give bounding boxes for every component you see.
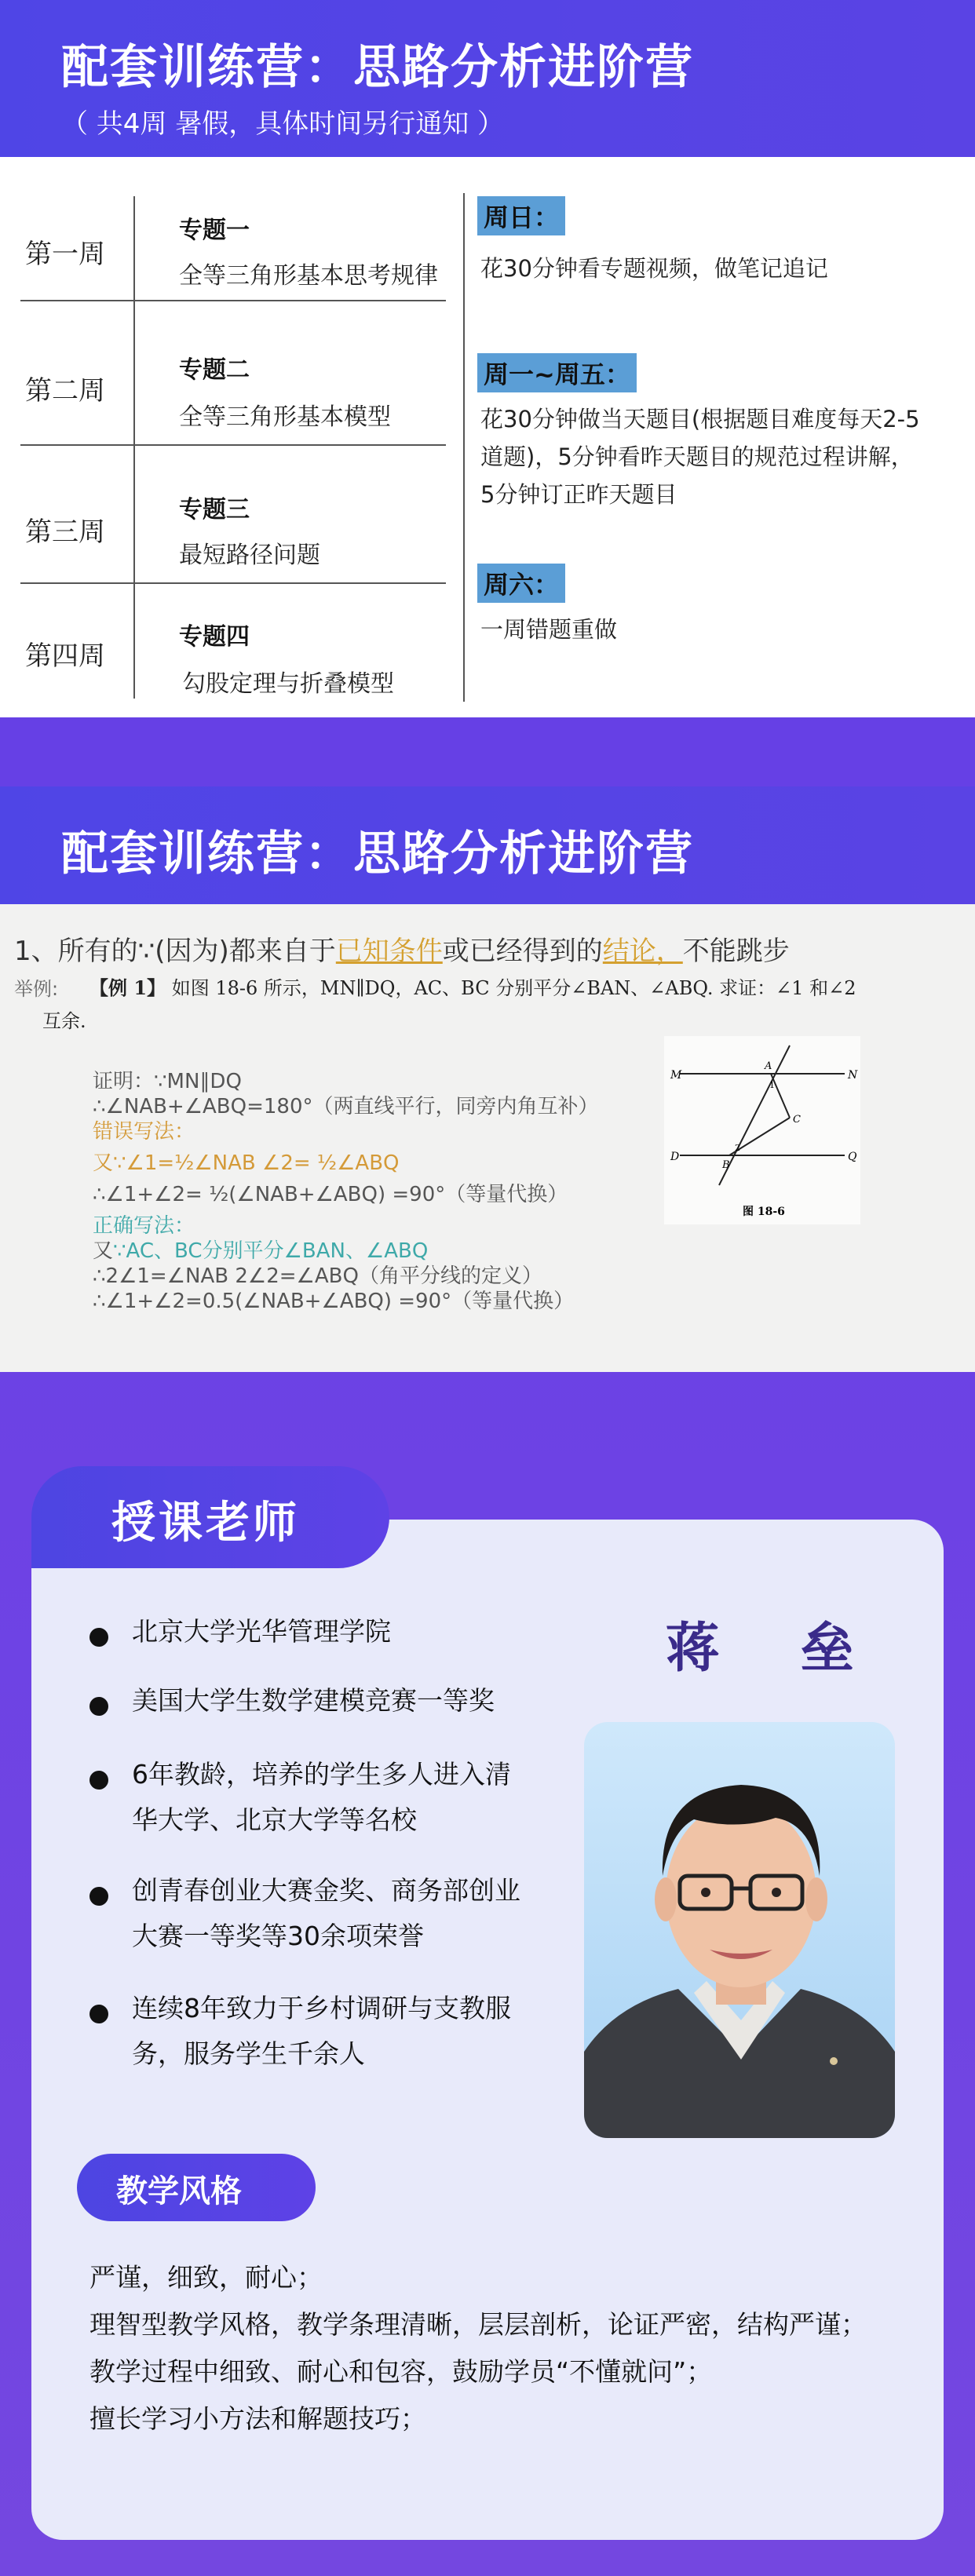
teaching-style-title: 教学风格 [116,2173,242,2209]
row-divider [20,582,446,584]
header-banner [0,0,975,157]
proof-line: ∴∠1+∠2= ½(∠NAB+∠ABQ) =90°（等量代换） [93,1183,568,1206]
saturday-text: 一周错题重做 [480,616,618,643]
week-label: 第一周 [25,239,105,270]
example-label: 举例: [14,978,59,1000]
bullet-text: 美国大学生数学建模竞赛一等奖 [132,1685,495,1716]
svg-text:N: N [848,1069,858,1082]
weekday-line: 花30分钟做当天题目(根据题目难度每天2-5 [480,406,920,432]
week-row [20,322,446,447]
saturday-tag: 周六： [477,564,565,603]
rule-pre: 1、所有的∵(因为)都来自于 [14,936,336,967]
proof-line: ∴∠1+∠2=0.5(∠NAB+∠ABQ) =90°（等量代换） [93,1290,575,1313]
style-line: 严谨，细致，耐心； [89,2262,323,2293]
wrong-label: 错误写法： [93,1120,195,1144]
weeks-table [20,196,446,699]
rule-highlight: 已知条件 [335,936,443,967]
proof-line: ∴∠NAB+∠ABQ=180°（两直线平行，同旁内角互补） [93,1095,599,1118]
rule-highlight: 结论， [602,936,683,967]
topic-desc: 全等三角形基本模型 [179,403,391,431]
svg-text:B: B [722,1159,730,1171]
bullet-text: 6年教龄，培养的学生多人进入清 [132,1759,511,1790]
proof-block [93,1066,599,1317]
row-divider [20,300,446,301]
teacher-photo [584,1722,895,2138]
bullet-text: 务，服务学生千余人 [132,2038,365,2069]
topic-title: 专题一 [179,217,250,244]
proof-line: ∴2∠1=∠NAB 2∠2=∠ABQ（角平分线的定义） [93,1264,542,1288]
proof-line: 又∵∠1=½∠NAB ∠2= ½∠ABQ [93,1151,400,1175]
topic-title: 专题三 [179,496,250,524]
topic-title: 专题四 [179,623,250,651]
teacher-portrait [584,1722,895,2138]
week-row [20,196,446,322]
problem-head: 【例 1】 [89,976,166,999]
topic-desc: 全等三角形基本思考规律 [179,262,438,290]
bullet-text: 华大学、北京大学等名校 [132,1804,417,1835]
sunday-text: 花30分钟看专题视频，做笔记追记 [480,255,828,282]
teacher-section-title: 授课老师 [111,1497,300,1549]
sunday-tag: 周日： [477,196,565,235]
topic-desc: 最短路径问题 [179,542,320,569]
weekday-line: 道题)，5分钟看昨天题目的规范过程讲解， [480,443,914,470]
column-divider [133,196,135,699]
problem-statement [42,972,859,1038]
proof-line: 证明：∵MN∥DQ [93,1070,242,1093]
schedule-panel [0,157,975,717]
bullet-text: 大赛一等奖等30余项荣誉 [132,1921,424,1951]
topic-title: 专题二 [179,356,250,384]
rule-text [14,929,790,968]
geometry-figure [664,1036,860,1224]
header-title: 配套训练营：思路分析进阶营 [61,40,694,95]
svg-text:1: 1 [769,1080,775,1090]
bullet-text: 北京大学光华管理学院 [132,1616,391,1647]
svg-text:C: C [793,1114,801,1126]
svg-text:Q: Q [848,1151,857,1163]
bullet-text: 创青春创业大赛金奖、商务部创业 [132,1875,520,1906]
svg-text:2: 2 [735,1143,740,1153]
figure-caption: 图 18-6 [743,1206,785,1218]
week-label: 第四周 [25,640,105,672]
week-label: 第三周 [25,516,105,548]
bullet-text: 连续8年致力于乡村调研与支教服 [132,1993,511,2023]
week-label: 第二周 [25,375,105,407]
header-title-2: 配套训练营：思路分析进阶营 [61,826,694,881]
right-label: 正确写法： [93,1214,195,1238]
example-panel [0,904,975,1372]
teaching-style-list [89,2254,867,2443]
svg-text:A: A [765,1060,772,1072]
teacher-name: 蒋 垒 [666,1618,886,1680]
rule-post: 不能跳步 [682,936,790,967]
row-divider [20,444,446,446]
week-row [20,589,446,714]
teacher-section-tab [31,1466,389,1568]
svg-text:D: D [670,1151,680,1163]
proof-colored: ∵AC、BC分别平分∠BAN、∠ABQ [113,1239,429,1263]
header-subtitle: （ 共4周 暑假，具体时间另行通知 ） [61,108,505,140]
problem-line: 互余. [42,1010,86,1032]
problem-line: 如图 18-6 所示，MN∥DQ，AC、BC 分别平分∠BAN、∠ABQ. 求证：∠1 和∠2 [171,977,856,999]
week-row [20,463,446,589]
column-divider [463,193,465,702]
geometry-diagram [664,1036,860,1224]
topic-desc: 勾股定理与折叠模型 [182,670,394,698]
teaching-style-pill [77,2154,316,2221]
style-line: 理智型教学风格，教学条理清晰，层层剖析，论证严密，结构严谨； [89,2309,867,2340]
weekday-tag: 周一~周五： [477,353,637,392]
svg-text:M: M [670,1069,682,1082]
style-line: 擅长学习小方法和解题技巧； [89,2403,426,2434]
weekday-line: 5分钟订正昨天题目 [480,481,677,508]
style-line: 教学过程中细致、耐心和包容，鼓励学员“不懂就问”； [89,2356,713,2387]
rule-mid: 或已经得到的 [442,936,603,967]
proof-prefix: 又 [93,1239,114,1263]
header-banner-2 [0,786,975,904]
